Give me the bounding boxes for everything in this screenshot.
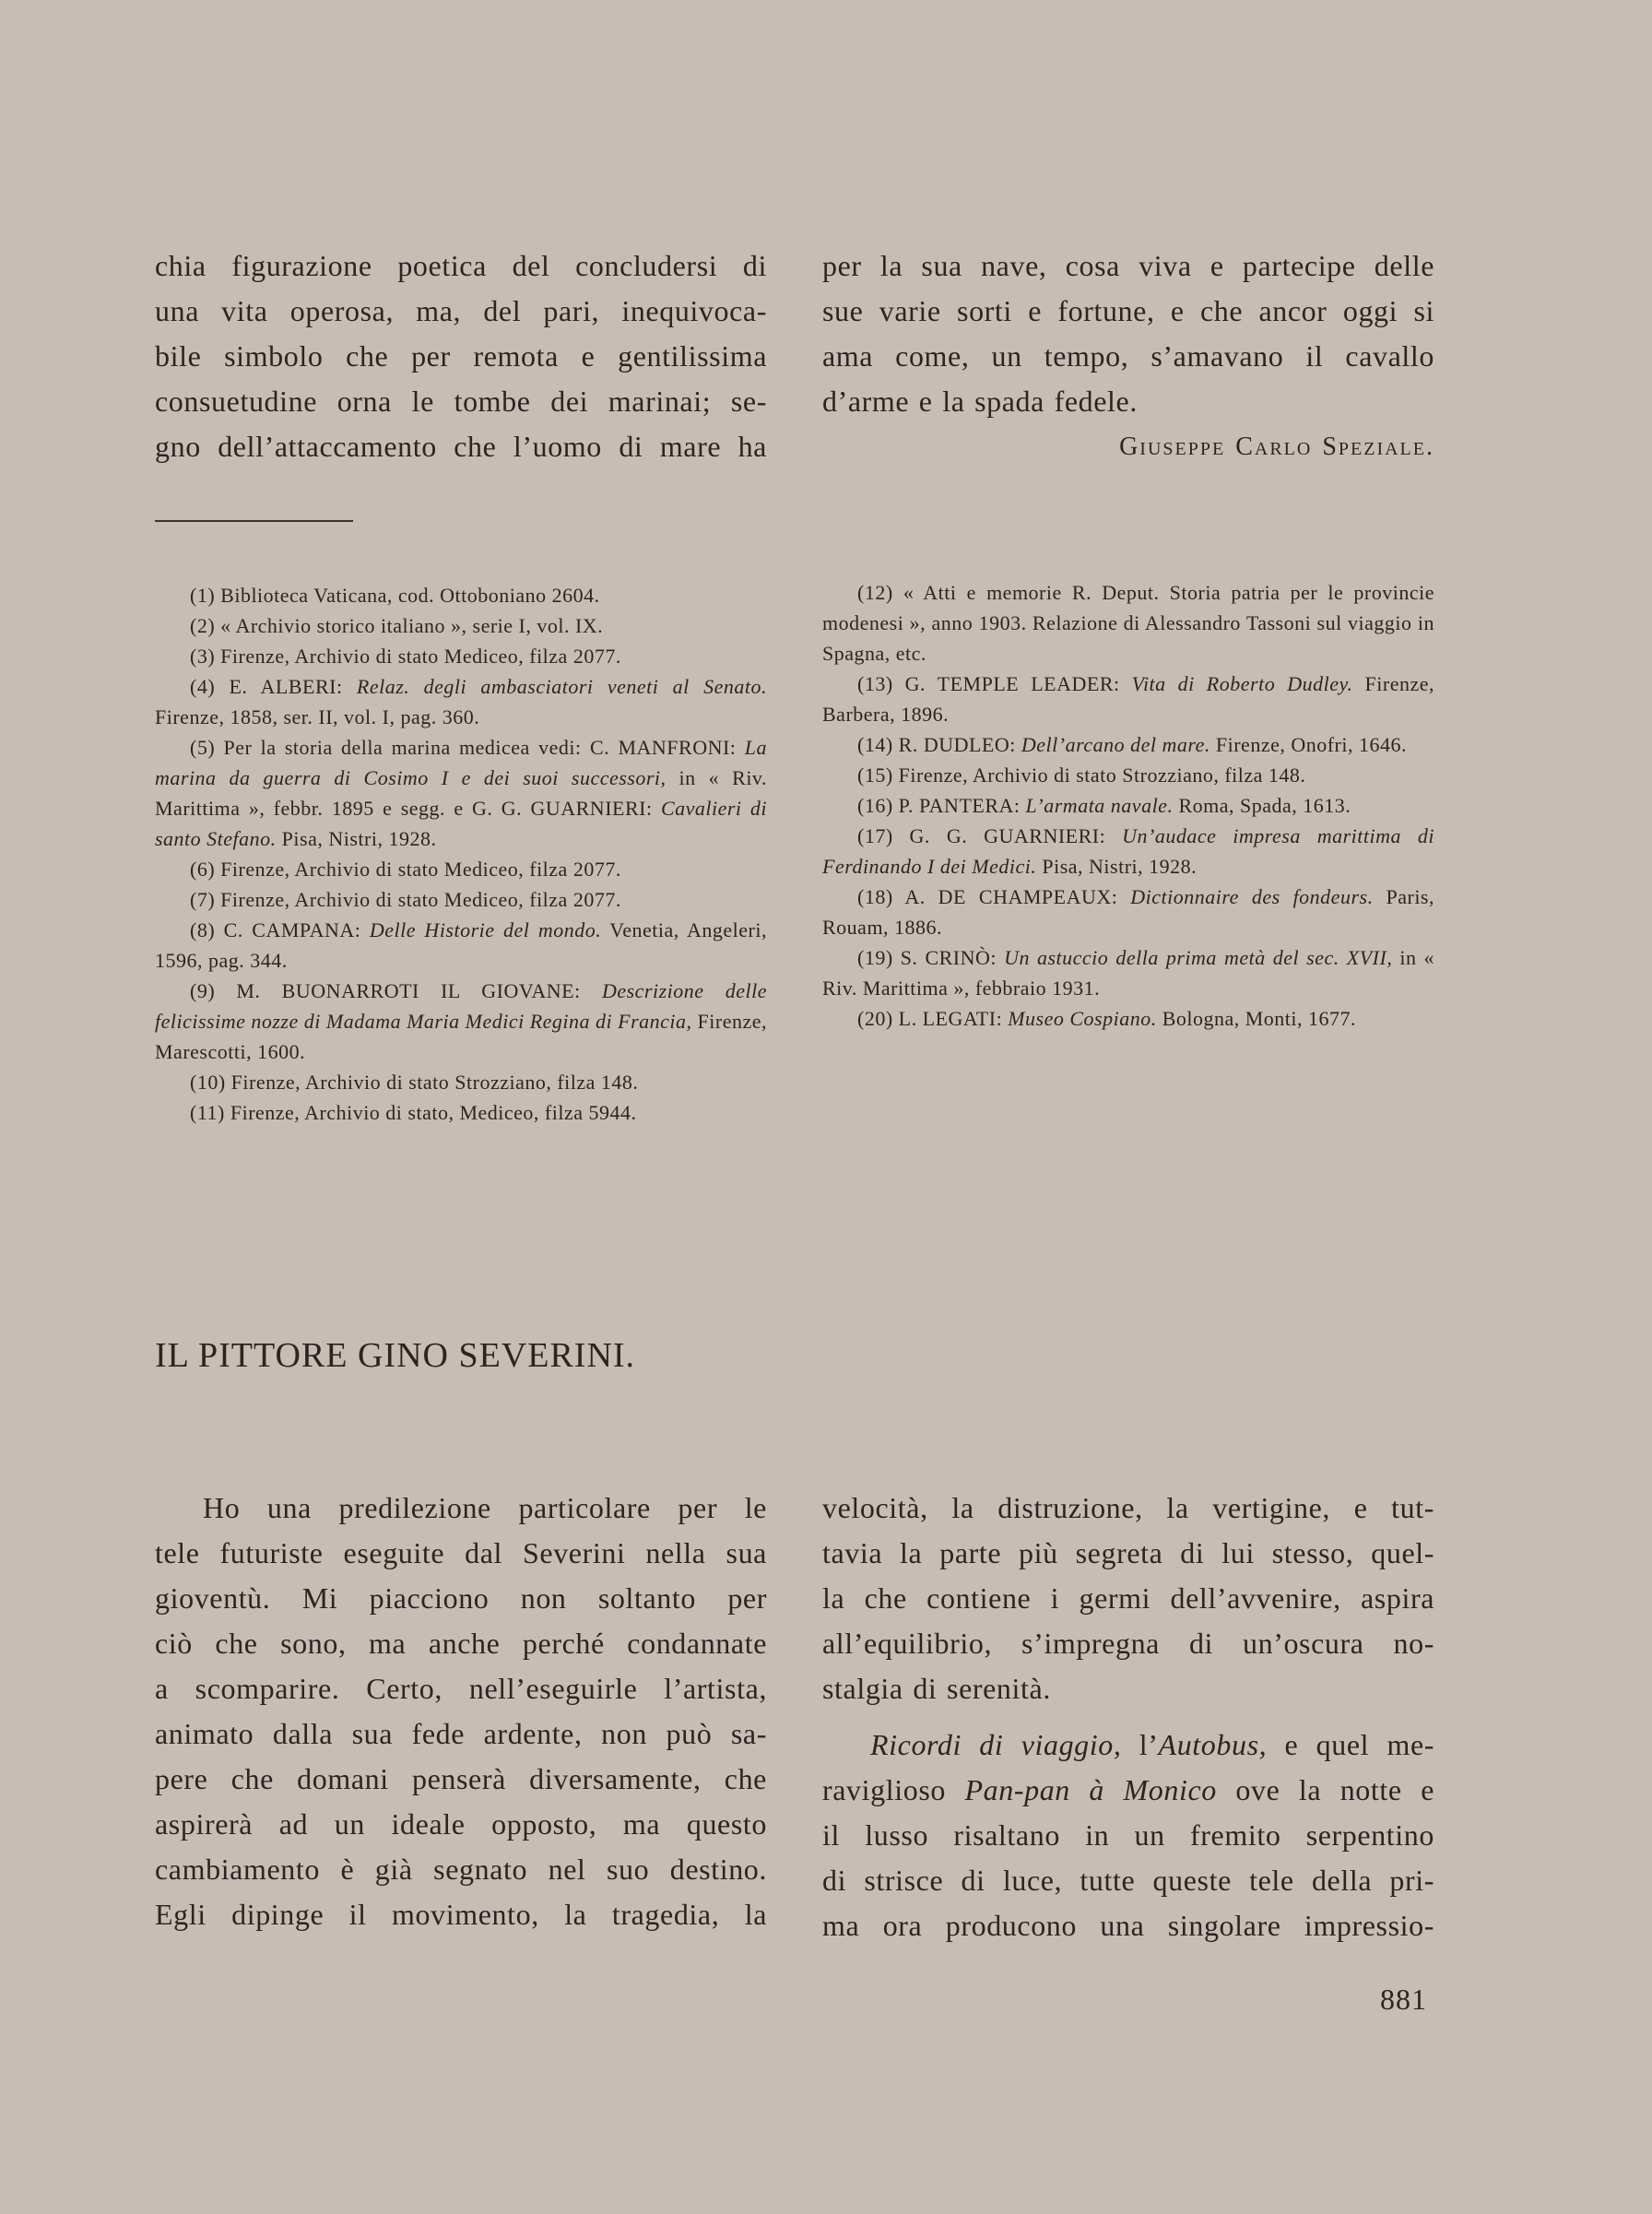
footnote-text: C. CAMPANA: — [215, 918, 370, 941]
footnote — [822, 760, 1434, 790]
footnote-text: G. TEMPLE LEADER: — [892, 672, 1132, 695]
text-line: stalgia di serenità. — [822, 1672, 1051, 1705]
text-line: pere che domani penserà diversamente, che — [155, 1762, 767, 1795]
footnote-italic-title: Un’audace impresa marittima di Ferdinando I dei Medici. — [822, 824, 1434, 878]
text-line: ciò che sono, ma anche perché condannate — [155, 1627, 767, 1660]
footnote-italic-title: La marina da guerra di Cosimo I e dei suoi successori, — [155, 736, 767, 789]
footnote-number: (9) — [190, 979, 216, 1002]
footnote-number: (5) — [190, 736, 216, 759]
text-line: cambiamento è già segnato nel suo destino. — [155, 1853, 767, 1886]
text-run: raviglioso — [822, 1773, 965, 1806]
italic-title: Pan-pan à Monico — [964, 1773, 1217, 1806]
footnote-number: (15) — [857, 764, 893, 787]
footnote-number: (11) — [190, 1101, 225, 1124]
footnote-text: A. DE CHAMPEAUX: — [892, 885, 1131, 908]
article-text-left — [155, 1486, 767, 1937]
footnote — [155, 884, 767, 915]
footnote-text: Firenze, Barbera, 1896. — [822, 672, 1435, 726]
footnote-number: (19) — [857, 946, 893, 969]
footnotes-left — [155, 580, 767, 1128]
italic-title: Autobus, — [1158, 1728, 1268, 1761]
footnote-text: Firenze, Archivio di stato Mediceo, filza 2077. — [215, 858, 621, 881]
text-line: gioventù. Mi piacciono non soltanto per — [155, 1581, 767, 1615]
article-text-right — [822, 1486, 1434, 1948]
text-line: tele futuriste eseguite dal Severini nella sua — [155, 1536, 767, 1569]
footnote-text: Firenze, Archivio di stato, Mediceo, filza 5944. — [224, 1101, 637, 1124]
text-line: per la sua nave, cosa viva e partecipe delle — [822, 249, 1434, 282]
text-line: la che contiene i germi dell’avvenire, aspira — [822, 1581, 1434, 1615]
footnote-italic-title: Museo Cospiano. — [1008, 1007, 1157, 1030]
footnote — [155, 1067, 767, 1097]
text-line: a scomparire. Certo, nell’eseguirle l’artista, — [155, 1672, 767, 1705]
article-text-continuation-right — [822, 243, 1434, 469]
footnote-italic-title: Delle Historie del mondo. — [369, 918, 602, 941]
footnote-text: « Atti e memorie R. Deput. Storia patria per le provincie modenesi », anno 1903. Relazione di Alessandro Tassoni sul viaggio in Spagna, etc. — [822, 581, 1434, 665]
text-line: gno dell’attaccamento che l’uomo di mare ha — [155, 430, 767, 463]
footnote-number: (14) — [857, 733, 893, 756]
text-line: ma ora producono una singolare impressio- — [822, 1909, 1434, 1942]
footnote-text: Firenze, Onofri, 1646. — [1210, 733, 1407, 756]
footnote-text: Bologna, Monti, 1677. — [1156, 1007, 1357, 1030]
text-line: Egli dipinge il movimento, la tragedia, la — [155, 1898, 767, 1931]
text-line: sue varie sorti e fortune, e che ancor oggi si — [822, 294, 1434, 327]
footnote-text: Venetia, Angeleri, 1596, pag. 344. — [155, 918, 767, 972]
text-line: ama come, un tempo, s’amavano il cavallo — [822, 339, 1434, 373]
footnote-text: Firenze, Marescotti, 1600. — [155, 1010, 768, 1063]
footnote-text: E. ALBERI: — [215, 675, 357, 698]
footnote-text: in « Riv. Marittima », febbraio 1931. — [822, 946, 1435, 1000]
footnote-italic-title: Relaz. degli ambasciatori veneti al Senato. — [356, 675, 767, 698]
footnote-text: G. G. GUARNIERI: — [892, 824, 1123, 847]
text-line: di strisce di luce, tutte queste tele della pri- — [822, 1864, 1434, 1897]
italic-title: Ricordi di viaggio, — [870, 1728, 1122, 1761]
footnote-text: Paris, Rouam, 1886. — [822, 885, 1434, 939]
footnote-text: Pisa, Nistri, 1928. — [276, 827, 437, 850]
footnote — [822, 729, 1434, 760]
text-line: velocità, la distruzione, la vertigine, e tut- — [822, 1491, 1434, 1524]
footnote-text: in « Riv. Marittima », febbr. 1895 e segg. e G. G. GUARNIERI: — [155, 766, 767, 820]
footnote-italic-title: Descrizione delle felicissime nozze di Madama Maria Medici Regina di Francia, — [155, 979, 767, 1033]
footnotes-right — [822, 577, 1434, 1034]
page-number: 881 — [1380, 1983, 1427, 2016]
footnote — [155, 580, 767, 610]
footnote — [822, 1003, 1434, 1034]
footnote-text: Firenze, Archivio di stato Mediceo, filza 2077. — [215, 645, 621, 668]
text-line: all’equilibrio, s’impregna di un’oscura no- — [822, 1627, 1434, 1660]
author-signature: Giuseppe Carlo Speziale. — [1119, 432, 1434, 461]
footnote-number: (1) — [190, 584, 216, 607]
footnote — [155, 732, 767, 854]
footnote-text: Firenze, Archivio di stato Strozziano, filza 148. — [225, 1071, 639, 1094]
footnote-number: (4) — [190, 675, 216, 698]
text-line: chia figurazione poetica del concludersi di — [155, 249, 767, 282]
text-line: il lusso risaltano in un fremito serpentino — [822, 1818, 1434, 1852]
footnote-number: (7) — [190, 888, 216, 911]
footnote — [155, 641, 767, 671]
text-line: animato dalla sua fede ardente, non può sa- — [155, 1717, 767, 1750]
footnote-text: M. BUONARROTI IL GIOVANE: — [215, 979, 602, 1002]
footnote-italic-title: Vita di Roberto Dudley. — [1131, 672, 1353, 695]
text-line: Ho una predilezione particolare per le — [203, 1491, 767, 1524]
footnote-text: Firenze, Archivio di stato Strozziano, filza 148. — [892, 764, 1306, 787]
footnote — [155, 976, 767, 1067]
footnote-text: P. PANTERA: — [892, 794, 1026, 817]
text-run: e quel me- — [1267, 1728, 1434, 1761]
text-line: una vita operosa, ma, del pari, inequivoca- — [155, 294, 767, 327]
footnote-text: R. DUDLEO: — [892, 733, 1021, 756]
footnote — [155, 610, 767, 641]
text-line — [822, 1768, 1434, 1813]
footnote-number: (18) — [857, 885, 893, 908]
footnote — [822, 577, 1434, 669]
text-run: ove la notte e — [1216, 1773, 1434, 1806]
footnote-italic-title: L’armata navale. — [1025, 794, 1174, 817]
footnote-number: (10) — [190, 1071, 226, 1094]
footnote — [155, 671, 767, 732]
footnote-text: Per la storia della marina medicea vedi: C. MANFRONI: — [215, 736, 745, 759]
footnote-italic-title: Un astuccio della prima metà del sec. XVII, — [1004, 946, 1393, 969]
footnote — [822, 942, 1434, 1003]
footnote-number: (16) — [857, 794, 893, 817]
footnote — [155, 915, 767, 976]
footnote — [822, 669, 1434, 729]
footnote-number: (2) — [190, 614, 216, 637]
footnote-text: Pisa, Nistri, 1928. — [1036, 855, 1198, 878]
footnote — [155, 1097, 767, 1128]
text-line: bile simbolo che per remota e gentilissima — [155, 339, 767, 373]
footnote-text: « Archivio storico italiano », serie I, vol. IX. — [215, 614, 604, 637]
footnote-number: (6) — [190, 858, 216, 881]
footnote-italic-title: Dictionnaire des fondeurs. — [1130, 885, 1374, 908]
footnote-text: Biblioteca Vaticana, cod. Ottoboniano 2604. — [215, 584, 600, 607]
footnote-text: S. CRINÒ: — [892, 946, 1005, 969]
footnote — [822, 821, 1434, 882]
text-line: aspirerà ad un ideale opposto, ma questo — [155, 1807, 767, 1841]
footnote-number: (17) — [857, 824, 893, 847]
footnote-italic-title: Dell’arcano del mare. — [1021, 733, 1210, 756]
footnote-number: (20) — [857, 1007, 893, 1030]
footnote-number: (3) — [190, 645, 216, 668]
article-text-continuation-left — [155, 243, 767, 469]
footnote-text: Firenze, 1858, ser. II, vol. I, pag. 360. — [155, 705, 480, 728]
text-line: tavia la parte più segreta di lui stesso, quel- — [822, 1536, 1434, 1569]
text-run: l’ — [1121, 1728, 1159, 1761]
footnote — [822, 790, 1434, 821]
footnote-text: Roma, Spada, 1613. — [1173, 794, 1351, 817]
footnote — [155, 854, 767, 884]
text-line — [822, 1723, 1434, 1768]
footnote — [822, 882, 1434, 942]
footnote-text: Firenze, Archivio di stato Mediceo, filza 2077. — [215, 888, 621, 911]
text-line: consuetudine orna le tombe dei marinai; se- — [155, 385, 767, 418]
footnote-number: (8) — [190, 918, 216, 941]
section-title: IL PITTORE GINO SEVERINI. — [155, 1336, 636, 1375]
footnote-number: (13) — [857, 672, 893, 695]
footnote-number: (12) — [857, 581, 893, 604]
footnote-separator — [155, 520, 353, 522]
footnote-italic-title: Cavalieri di santo Stefano. — [155, 797, 768, 850]
footnote-text: L. LEGATI: — [892, 1007, 1009, 1030]
text-line: d’arme e la spada fedele. — [822, 385, 1138, 418]
